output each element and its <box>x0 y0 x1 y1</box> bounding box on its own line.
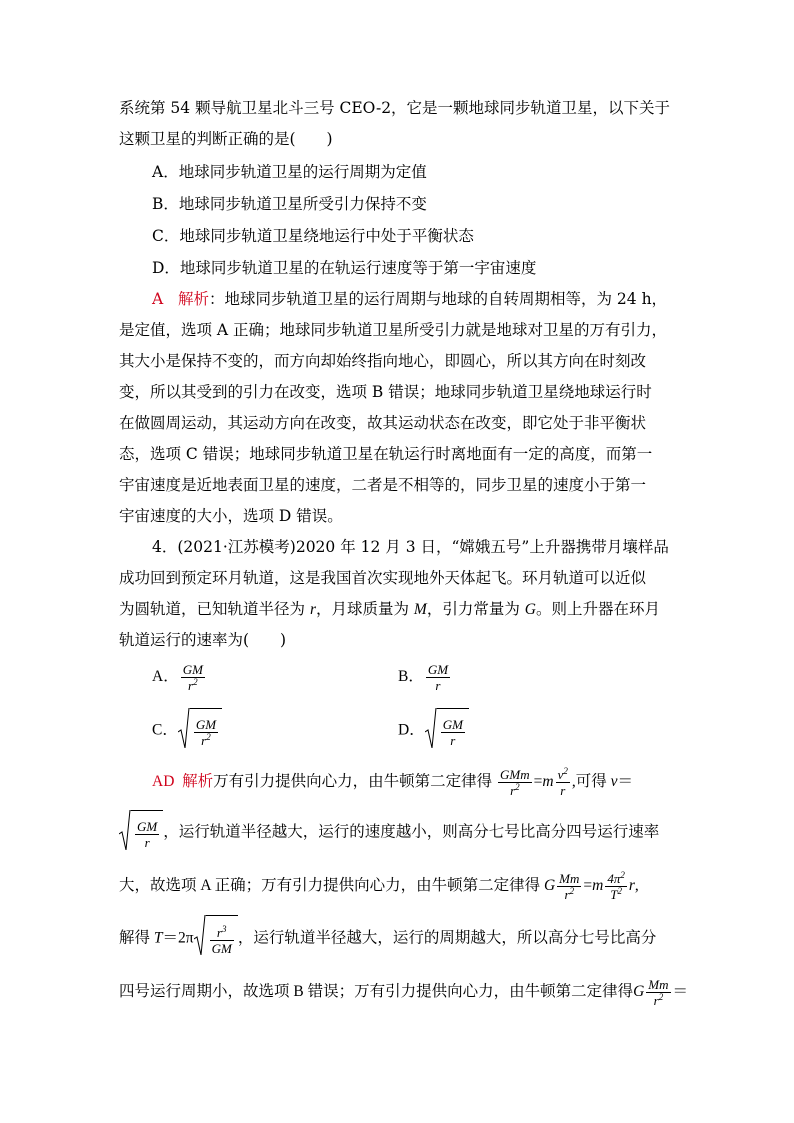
q4-option-c: C． $\frac{GM}{r^2}$ <box>152 708 222 754</box>
sqrt-icon: $\frac{GM}{r}$ <box>119 810 163 856</box>
q4-analysis-line-1: AD 解析万有引力提供向心力，由牛顿第二定律得 $\frac{\text{GMm}}{r^2}$ =m $\frac{v^2}{r}$ ,可得 v＝ <box>152 765 634 798</box>
q3-analysis-line-8: 宇宙速度的大小，选项 D 错误。 <box>119 507 343 525</box>
q4-analysis-line-3: 大，故选项 A 正确；万有引力提供向心力，由牛顿第二定律得 G $\frac{Mm}{r^2}$ =m $\frac{4\pi^2}{T^2}$ r, <box>119 869 639 902</box>
q4-stem-line-1: 4．(2021·江苏模考)2020 年 12 月 3 日，“嫦娥五号”上升器携带月壤样品 <box>152 538 669 556</box>
q3-option-d: D．地球同步轨道卫星的在轨运行速度等于第一宇宙速度 <box>152 259 537 277</box>
q4-option-d: D． $\frac{GM}{r}$ <box>398 708 469 754</box>
q3-option-c: C．地球同步轨道卫星绕地运行中处于平衡状态 <box>152 227 474 245</box>
q3-stem-line-1: 系统第 54 颗导航卫星北斗三号 CEO-2，它是一颗地球同步轨道卫星，以下关于 <box>119 99 671 117</box>
q3-analysis-line-4: 变，所以其受到的引力在改变，选项 B 错误；地球同步轨道卫星绕地球运行时 <box>119 383 652 401</box>
q4-answer: AD <box>152 773 175 790</box>
q4-analysis-line-2: $\frac{GM}{r}$ ，运行轨道半径越大，运行的速度越小，则高分七号比高分四号运行速率 <box>119 810 659 856</box>
q3-answer: A <box>152 290 164 308</box>
q3-analysis-line-5: 在做圆周运动，其运动方向在改变，故其运动状态在改变，即它处于非平衡状 <box>119 414 647 432</box>
q3-stem-line-2: 这颗卫星的判断正确的是( ) <box>119 130 333 148</box>
q4-analysis-line-5: 四号运行周期小，故选项 B 错误；万有引力提供向心力，由牛顿第二定律得G $\frac{Mm}{r^2}$ ＝ <box>119 976 689 1008</box>
q4-option-b: B． $\frac{GM}{r}$ <box>398 661 449 693</box>
q4-stem-line-3: 为圆轨道，已知轨道半径为 r，月球质量为 M，引力常量为 G。则上升器在环月 <box>119 600 660 618</box>
q3-option-b: B．地球同步轨道卫星所受引力保持不变 <box>152 195 427 213</box>
q3-analysis-line-6: 态，选项 C 错误；地球同步轨道卫星在轨运行时离地面有一定的高度，而第一 <box>119 445 653 463</box>
q3-analysis-line-2: 是定值，选项 A 正确；地球同步轨道卫星所受引力就是地球对卫星的万有引力， <box>119 321 668 339</box>
sqrt-icon: $\frac{GM}{r^2}$ <box>178 708 222 754</box>
q4-analysis-label: 解析 <box>182 773 214 790</box>
q3-analysis-line-7: 宇宙速度是近地表面卫星的速度，二者是不相等的，同步卫星的速度小于第一 <box>119 476 647 494</box>
q3-analysis-line-3: 其大小是保持不变的，而方向却始终指向地心，即圆心，所以其方向在时刻改 <box>119 352 647 370</box>
fraction-gm-over-r: $\frac{GM}{r}$ <box>427 661 449 693</box>
q4-stem-line-2: 成功回到预定环月轨道，这是我国首次实现地外天体起飞。环月轨道可以近似 <box>119 569 647 587</box>
q3-analysis-text-1: ：地球同步轨道卫星的运行周期与地球的自转周期相等，为 24 h， <box>209 290 668 308</box>
q3-analysis-label: 解析 <box>177 290 209 308</box>
q4-stem-line-4: 轨道运行的速率为( ) <box>119 631 287 649</box>
sqrt-icon: $\frac{r^3}{GM}$ <box>194 915 238 963</box>
fraction-gm-over-r2: $\frac{GM}{r^2}$ <box>182 661 203 693</box>
sqrt-icon: $\frac{GM}{r}$ <box>425 708 469 754</box>
q4-option-a: A． $\frac{GM}{r^2}$ <box>152 661 203 693</box>
q3-analysis-line-1 <box>152 289 667 309</box>
q3-option-a: A．地球同步轨道卫星的运行周期为定值 <box>152 163 427 181</box>
q4-analysis-line-4: 解得 T＝2π $\frac{r^3}{GM}$ ，运行轨道半径越大，运行的周期越大，所以高分七号比高分 <box>119 915 656 963</box>
